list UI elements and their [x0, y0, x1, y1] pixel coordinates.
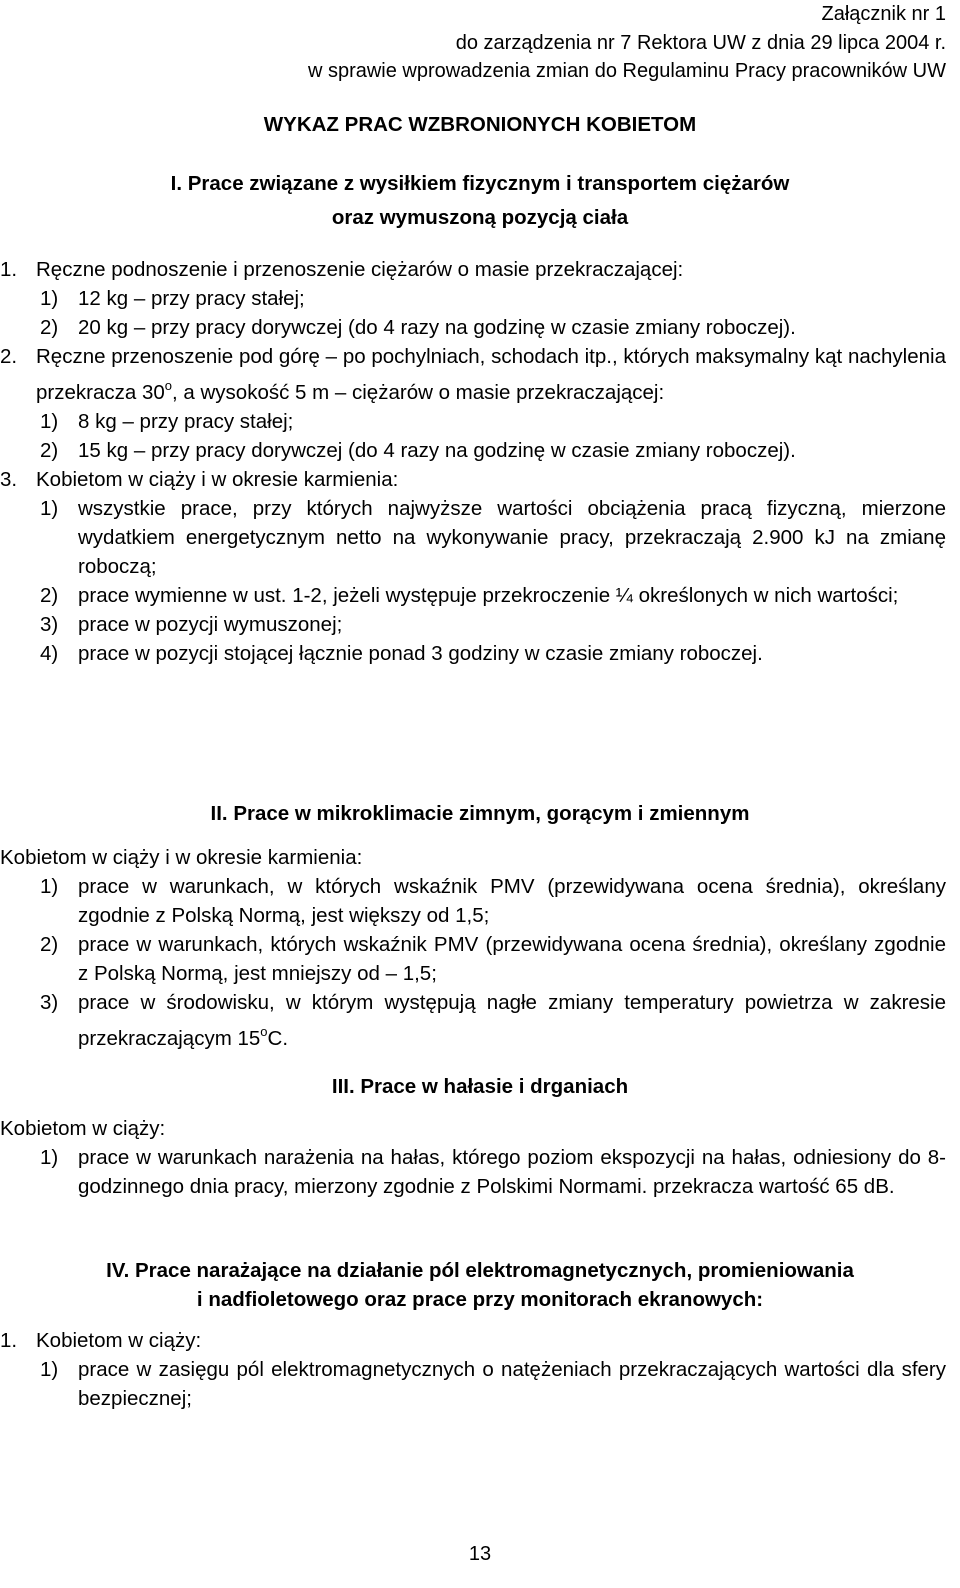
item-text: prace w pozycji stojącej łącznie ponad 3 godziny w czasie zmiany roboczej. — [78, 642, 763, 665]
list-item — [0, 1143, 946, 1201]
item-number: 1. — [0, 1329, 18, 1352]
section-3-body — [0, 1114, 946, 1201]
ordinance-reference: do zarządzenia nr 7 Rektora UW z dnia 29 lipca 2004 r. — [455, 31, 946, 54]
item-text: prace w warunkach, których wskaźnik PMV (przewidywana ocena średnia), określany zgodnie z Polską Normą, jest mniejszy od – 1,5; — [78, 933, 946, 985]
item-text: 15 kg – przy pracy dorywczej (do 4 razy na godzinę w czasie zmiany roboczej). — [78, 439, 796, 462]
item-number: 3) — [40, 991, 59, 1014]
list-item — [0, 313, 946, 342]
section-4-heading-line2: i nadfioletowego oraz prace przy monitorach ekranowych: — [196, 1288, 764, 1311]
list-item — [0, 494, 946, 581]
section-intro: Kobietom w ciąży: — [0, 1117, 166, 1140]
section-3-heading — [0, 1070, 960, 1104]
list-item — [0, 872, 946, 930]
item-text: prace w zasięgu pól elektromagnetycznych o natężeniach przekraczających wartości dla sfery bezpiecznej; — [78, 1358, 946, 1410]
list-item — [0, 581, 946, 610]
item-number: 1) — [40, 287, 59, 310]
list-item — [0, 1326, 946, 1355]
item-number: 2) — [40, 439, 59, 462]
list-item — [0, 610, 946, 639]
page-number: 13 — [468, 1543, 492, 1565]
item-text: prace w warunkach, w których wskaźnik PMV (przewidywana ocena średnia), określany zgodnie z Polską Normą, jest większy od 1,5; — [78, 875, 946, 927]
degree-symbol: o — [164, 378, 172, 393]
section-intro: Kobietom w ciąży i w okresie karmienia: — [0, 846, 363, 869]
section-4-heading-line1: IV. Prace narażające na działanie pól elektromagnetycznych, promieniowania — [106, 1259, 854, 1282]
section-4-body — [0, 1326, 946, 1413]
item-number: 2) — [40, 584, 59, 607]
item-number: 1) — [40, 497, 59, 520]
item-text-cont: , a wysokość 5 m – ciężarów o masie przekraczającej: — [172, 381, 665, 404]
degree-symbol: o — [260, 1024, 268, 1039]
list-item — [0, 255, 946, 284]
item-number: 1) — [40, 410, 59, 433]
section-2-heading-text: II. Prace w mikroklimacie zimnym, gorącym i zmiennym — [210, 802, 750, 825]
section-2-body — [0, 843, 946, 1053]
item-text: 8 kg – przy pracy stałej; — [78, 410, 294, 433]
list-item — [0, 407, 946, 436]
item-number: 3. — [0, 468, 18, 491]
section-4-heading — [0, 1256, 960, 1314]
ordinance-subject: w sprawie wprowadzenia zmian do Regulaminu Pracy pracowników UW — [307, 60, 946, 82]
list-item — [0, 436, 946, 465]
section-1-heading-line1: I. Prace związane z wysiłkiem fizycznym i transportem ciężarów — [170, 172, 790, 195]
item-text: wszystkie prace, przy których najwyższe wartości obciążenia pracą fizyczną, mierzone wydatkiem energetycznym netto na wykonywanie pracy, przekraczają 2.900 kJ na zmianę roboczą; — [78, 497, 946, 578]
item-text: Ręczne przenoszenie pod górę – po pochylniach, schodach itp., których maksymalny kąt nachylenia przekracza 30 — [36, 345, 946, 404]
document-title: WYKAZ PRAC WZBRONIONYCH KOBIETOM — [263, 113, 697, 136]
list-item — [0, 639, 946, 668]
item-text-cont: C. — [267, 1027, 289, 1050]
item-number: 2. — [0, 345, 18, 368]
item-number: 1) — [40, 875, 59, 898]
list-item — [0, 284, 946, 313]
item-number: 4) — [40, 642, 59, 665]
item-text: Kobietom w ciąży: — [36, 1329, 202, 1352]
section-1-heading — [0, 167, 960, 235]
item-number: 1) — [40, 1146, 59, 1169]
list-item — [0, 342, 946, 407]
item-text: prace wymienne w ust. 1-2, jeżeli występuje przekroczenie ¼ określonych w nich wartości; — [78, 584, 899, 607]
list-item — [0, 1355, 946, 1413]
item-text: 12 kg – przy pracy stałej; — [78, 287, 305, 310]
section-2-heading — [0, 797, 960, 831]
section-3-heading-text: III. Prace w hałasie i drganiach — [331, 1075, 629, 1098]
section-1-heading-line2: oraz wymuszoną pozycją ciała — [331, 206, 629, 229]
item-number: 2) — [40, 316, 59, 339]
item-text: 20 kg – przy pracy dorywczej (do 4 razy na godzinę w czasie zmiany roboczej). — [78, 316, 796, 339]
item-text: prace w środowisku, w którym występują nagłe zmiany temperatury powietrza w zakresie przekraczającym 15 — [78, 991, 946, 1050]
attachment-label: Załącznik nr 1 — [821, 3, 946, 25]
list-item — [0, 465, 946, 494]
section-1-body — [0, 255, 946, 668]
list-item — [0, 988, 946, 1053]
attachment-header — [308, 0, 946, 86]
item-text: prace w warunkach narażenia na hałas, którego poziom ekspozycji na hałas, odniesiony do 8-godzinnego dnia pracy, mierzony zgodnie z Polskimi Normami. przekracza wartość 65 dB. — [78, 1146, 946, 1198]
item-text: Ręczne podnoszenie i przenoszenie ciężarów o masie przekraczającej: — [36, 258, 684, 281]
item-number: 3) — [40, 613, 59, 636]
item-text: prace w pozycji wymuszonej; — [78, 613, 343, 636]
item-number: 1. — [0, 258, 18, 281]
item-text: Kobietom w ciąży i w okresie karmienia: — [36, 468, 399, 491]
item-number: 2) — [40, 933, 59, 956]
item-number: 1) — [40, 1358, 59, 1381]
list-item — [0, 930, 946, 988]
